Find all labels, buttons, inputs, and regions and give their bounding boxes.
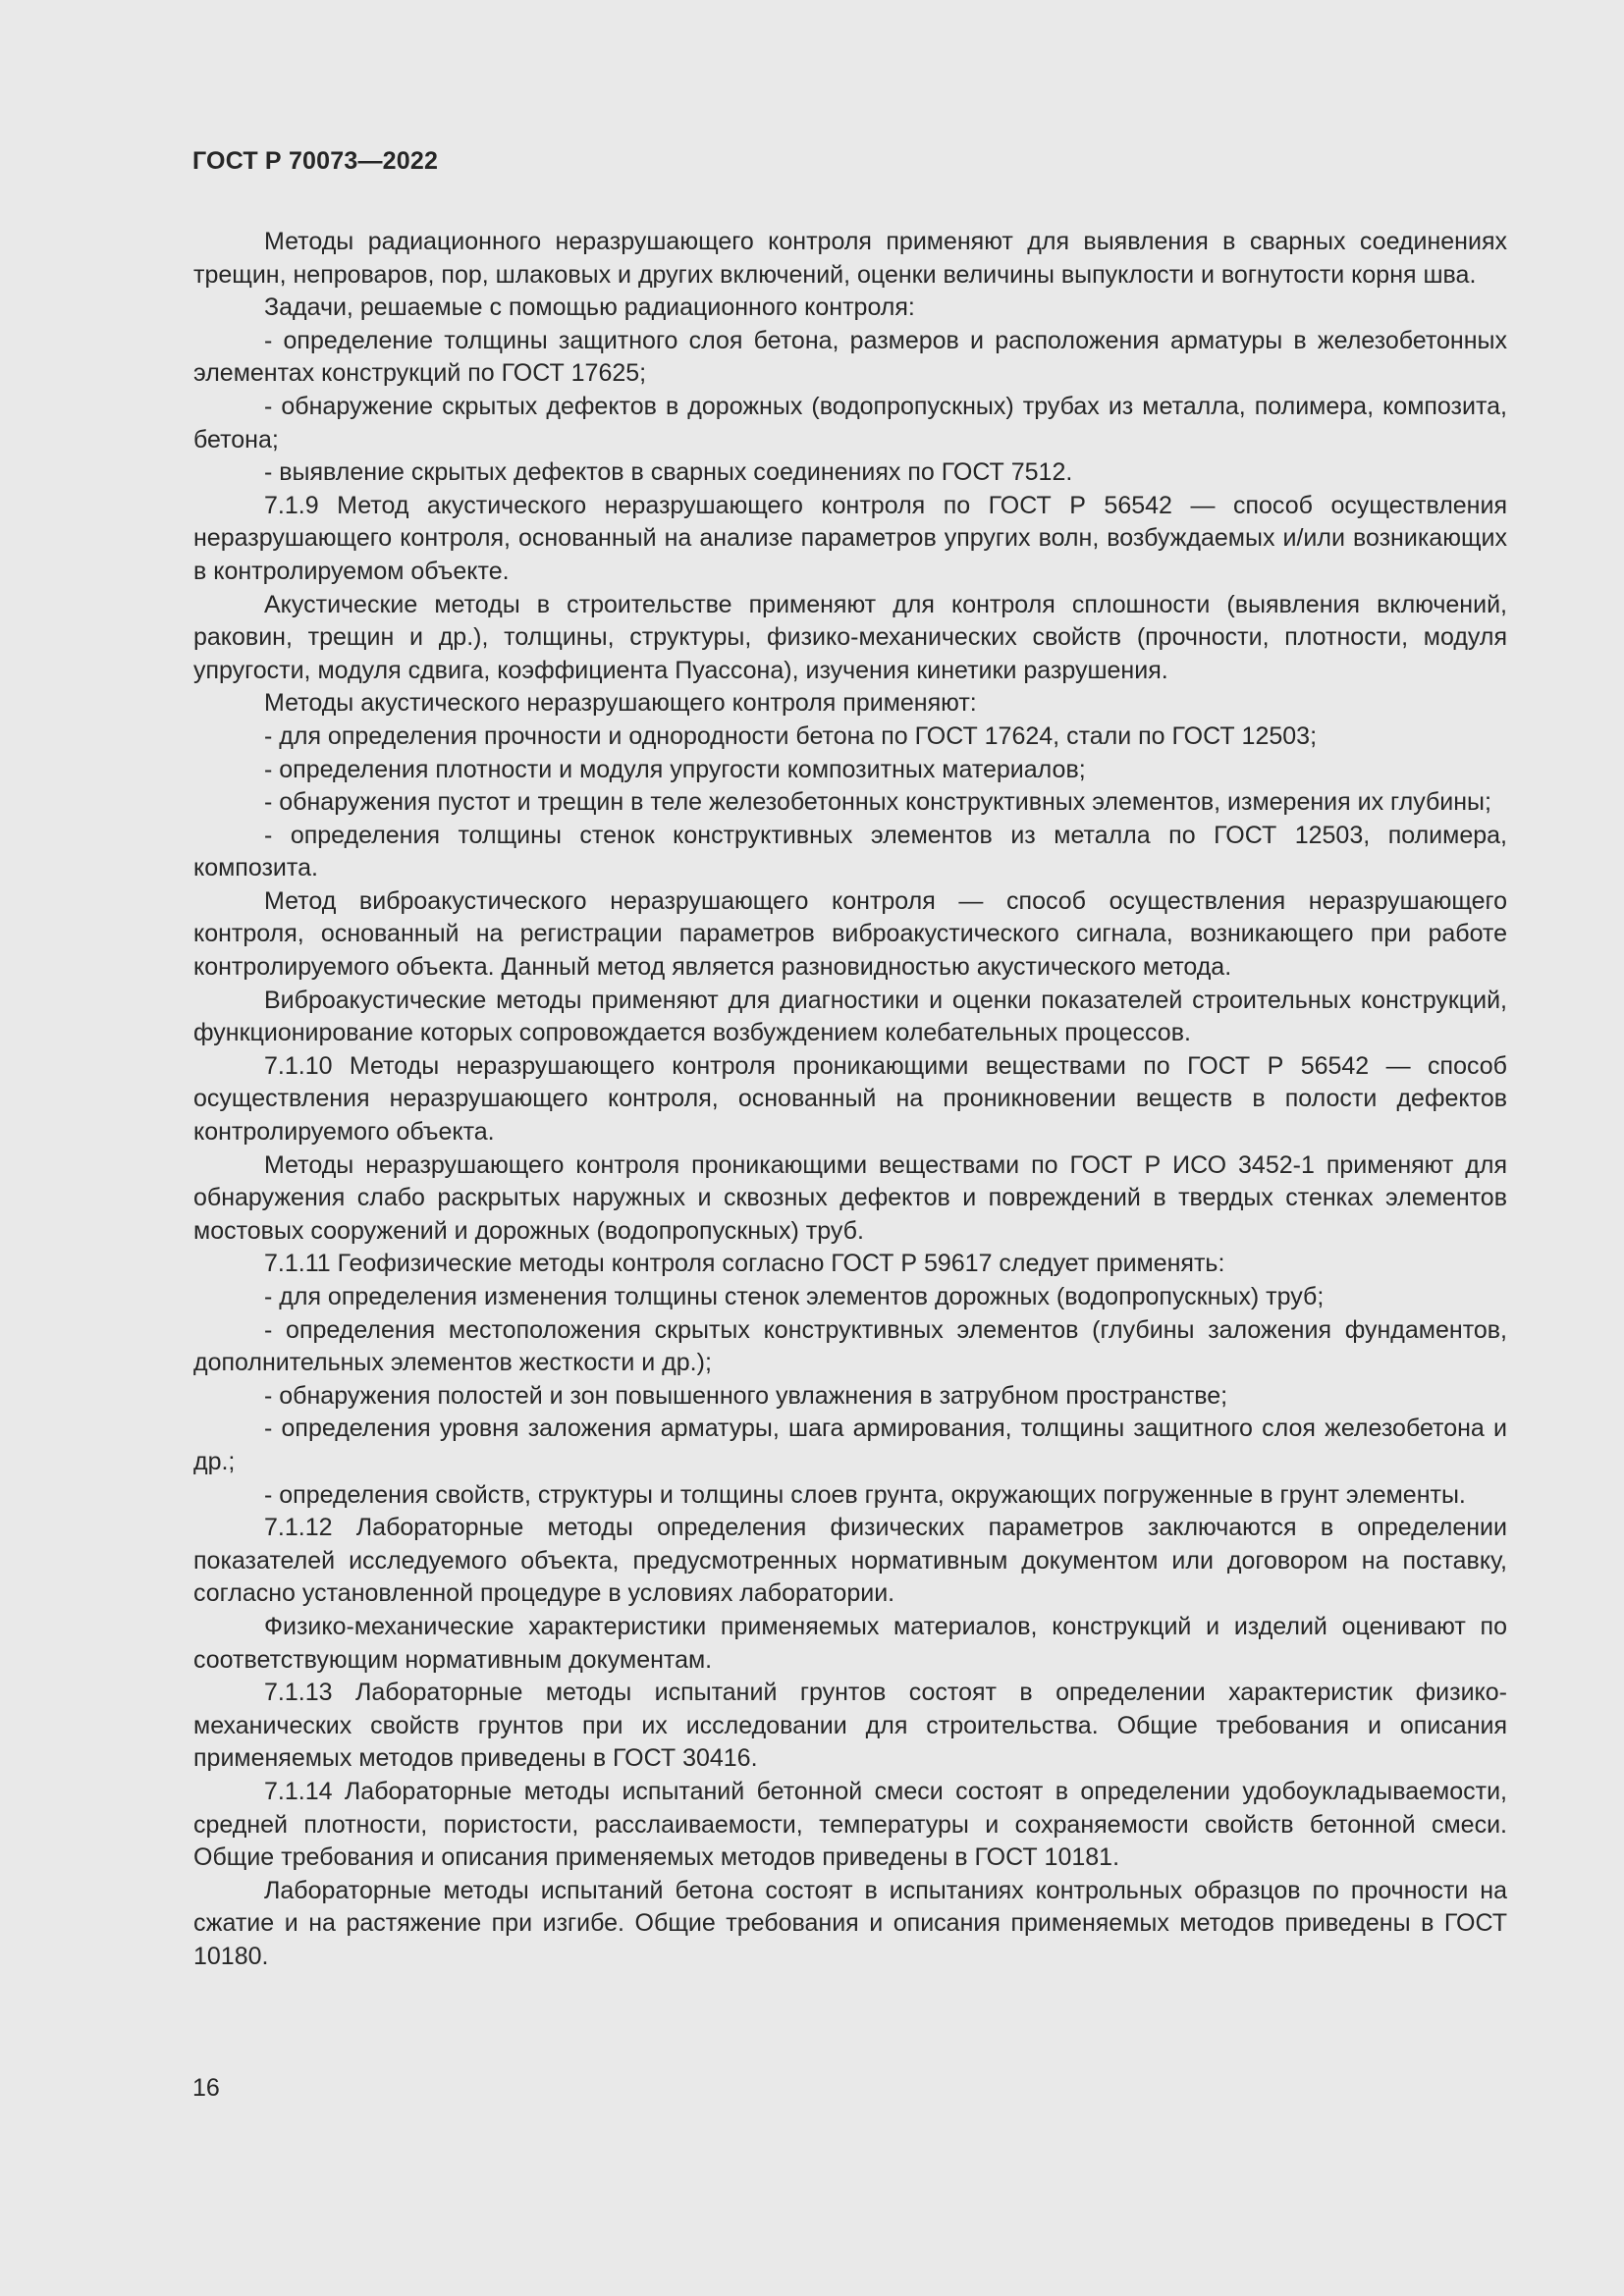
document-body (193, 226, 1507, 1973)
clause-7-1-9: 7.1.9 Метод акустического неразрушающего контроля по ГОСТ Р 56542 — способ осуществления неразрушающего контроля, основанный на анализе параметров упругих волн, возбуждаемых и/или возникающих в контролируемом объекте. (193, 491, 1507, 585)
list-item: - обнаружения пустот и трещин в теле железобетонных конструктивных элементов, измерения их глубины; (264, 788, 1491, 817)
clause-7-1-10: 7.1.10 Методы неразрушающего контроля проникающими веществами по ГОСТ Р 56542 — способ осуществления неразрушающего контроля, основанный на проникновении веществ в полости дефектов контролируемого объекта. (193, 1051, 1507, 1147)
paragraph: Виброакустические методы применяют для диагностики и оценки показателей строительных конструкций, функционирование которых сопровождается возбуждением колебательных процессов. (193, 986, 1507, 1047)
list-item: - определения свойств, структуры и толщины слоев грунта, окружающих погруженные в грунт элементы. (264, 1480, 1466, 1509)
clause-7-1-11: 7.1.11 Геофизические методы контроля согласно ГОСТ Р 59617 следует применять: (264, 1250, 1225, 1278)
list-item: - определения плотности и модуля упругости композитных материалов; (264, 755, 1086, 783)
paragraph: Физико-механические характеристики применяемых материалов, конструкций и изделий оценивают по соответствующим нормативным документам. (193, 1612, 1507, 1674)
list-item: - обнаружение скрытых дефектов в дорожных (водопропускных) трубах из металла, полимера, композита, бетона; (193, 392, 1507, 454)
paragraph: Методы радиационного неразрушающего контроля применяют для выявления в сварных соединениях трещин, непроваров, пор, шлаковых и других включений, оценки величины выпуклости и вогнутости корня шва. (193, 228, 1507, 289)
paragraph: Методы неразрушающего контроля проникающими веществами по ГОСТ Р ИСО 3452-1 применяют для обнаружения слабо раскрытых наружных и сквозных дефектов и повреждений в твердых стенках элементов мостовых сооружений и дорожных (водопропускных) труб. (193, 1150, 1507, 1245)
list-item: - для определения прочности и однородности бетона по ГОСТ 17624, стали по ГОСТ 12503; (264, 721, 1318, 750)
clause-7-1-13: 7.1.13 Лабораторные методы испытаний грунтов состоят в определении характеристик физико-механических свойств грунтов при их исследовании для строительства. Общие требования и описания применяемых методов приведены в ГОСТ 30416. (193, 1679, 1507, 1773)
paragraph: Акустические методы в строительстве применяют для контроля сплошности (выявления включений, раковин, трещин и др.), толщины, структуры, физико-механических свойств (прочности, плотности, модуля упругости, модуля сдвига, коэффициента Пуассона), изучения кинетики разрушения. (193, 590, 1507, 684)
clause-7-1-12: 7.1.12 Лабораторные методы определения физических параметров заключаются в определении показателей исследуемого объекта, предусмотренных нормативным документом или договором на поставку, согласно установленной процедуре в условиях лаборатории. (193, 1514, 1507, 1608)
paragraph: Задачи, решаемые с помощью радиационного контроля: (264, 294, 915, 322)
list-item: - определения уровня заложения арматуры, шага армирования, толщины защитного слоя железобетона и др.; (193, 1415, 1507, 1475)
paragraph: Лабораторные методы испытаний бетона состоят в испытаниях контрольных образцов по прочности на сжатие и на растяжение при изгибе. Общие требования и описания применяемых методов приведены в ГОСТ 10180. (193, 1876, 1507, 1970)
list-item: - для определения изменения толщины стенок элементов дорожных (водопропускных) труб; (264, 1283, 1325, 1310)
list-item: - определения местоположения скрытых конструктивных элементов (глубины заложения фундаментов, дополнительных элементов жесткости и др.); (193, 1315, 1507, 1377)
list-item: - определения толщины стенок конструктивных элементов из металла по ГОСТ 12503, полимера, композита. (193, 821, 1507, 882)
paragraph: Методы акустического неразрушающего контроля применяют: (264, 689, 977, 718)
list-item: - определение толщины защитного слоя бетона, размеров и расположения арматуры в железобетонных элементах конструкций по ГОСТ 17625; (193, 326, 1507, 388)
list-item: - выявление скрытых дефектов в сварных соединениях по ГОСТ 7512. (264, 458, 1073, 487)
clause-7-1-14: 7.1.14 Лабораторные методы испытаний бетонной смеси состоят в определении удобоукладываемости, средней плотности, пористости, расслаиваемости, температуры и сохраняемости свойств бетонной смеси. Общие требования и описания применяемых методов приведены в ГОСТ 10181. (193, 1777, 1507, 1872)
paragraph: Метод виброакустического неразрушающего контроля — способ осуществления неразрушающего контроля, основанный на регистрации параметров виброакустического сигнала, возникающего при работе контролируемого объекта. Данный метод является разновидностью акустического метода. (193, 886, 1507, 982)
list-item: - обнаружения полостей и зон повышенного увлажнения в затрубном пространстве; (264, 1381, 1228, 1410)
page-number: 16 (192, 2074, 220, 2102)
standard-designation: ГОСТ Р 70073—2022 (192, 147, 439, 175)
